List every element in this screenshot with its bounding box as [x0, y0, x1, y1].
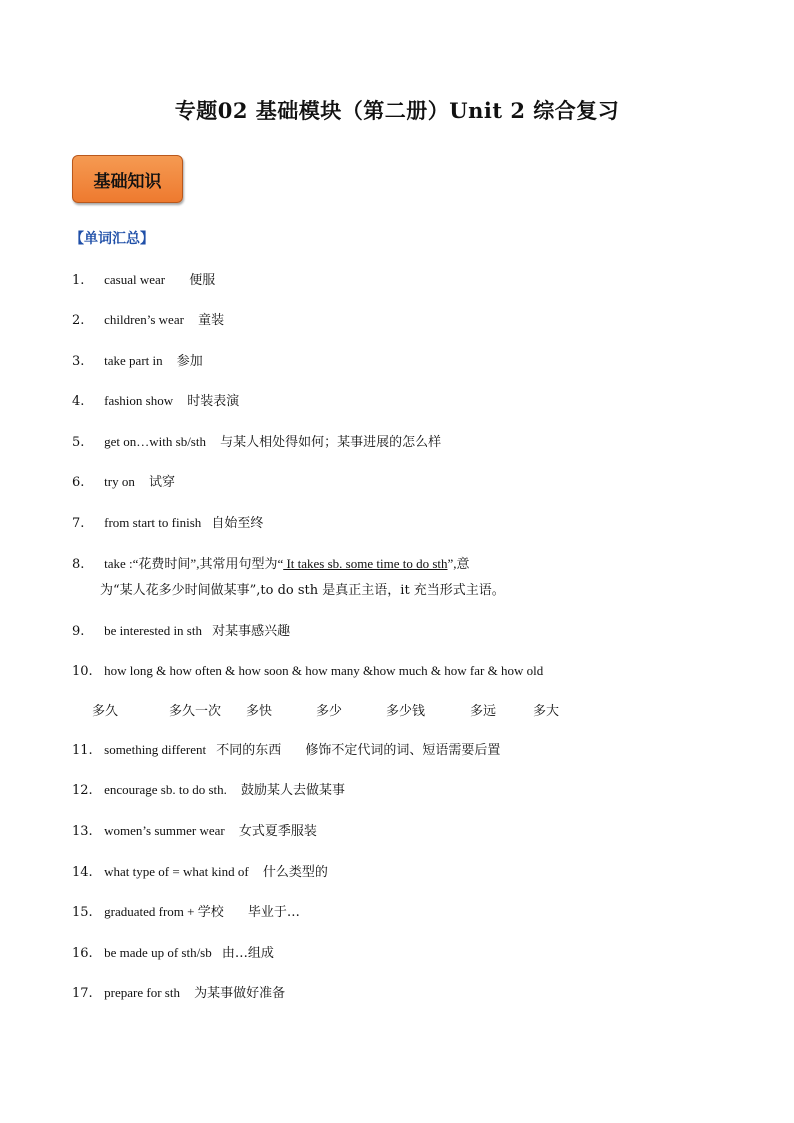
list-item	[72, 741, 500, 760]
translation-how-often: 多久一次	[169, 704, 222, 719]
item-english: get on…with sb/sth	[104, 434, 206, 449]
item-number: 13.	[72, 824, 93, 839]
item-number: 11.	[72, 743, 93, 758]
item-chinese: 自始至终	[211, 516, 264, 531]
item-english: fashion show	[104, 393, 174, 408]
list-item	[72, 903, 300, 922]
item-english: take part in	[104, 353, 163, 368]
item-number: 6.	[72, 475, 85, 490]
list-item	[72, 662, 543, 681]
list-item	[72, 781, 345, 800]
item-chinese: 由…组成	[221, 946, 274, 961]
translation-how-soon: 多快	[246, 704, 273, 719]
item-chinese: 对某事感兴趣	[212, 624, 291, 639]
item-chinese: 童装	[198, 313, 225, 328]
item-english: be interested in sth	[104, 623, 202, 638]
translation-how-far: 多远	[470, 704, 497, 719]
item-chinese: 为某事做好准备	[194, 986, 286, 1001]
subsection-heading: 【单词汇总】	[70, 231, 154, 247]
list-item	[72, 822, 317, 841]
item-number: 7.	[72, 516, 85, 531]
item-chinese: 鼓励某人去做某事	[241, 783, 346, 798]
item-chinese: 女式夏季服装	[238, 824, 317, 839]
section-badge: 基础知识	[72, 155, 183, 203]
item-english: prepare for sth	[104, 985, 180, 1000]
item-english: how long & how often & how soon & how many &how much & how far & how old	[104, 663, 544, 678]
item-number: 9.	[72, 624, 85, 639]
list-item	[72, 311, 224, 330]
translation-how-old: 多大	[533, 704, 560, 719]
item-text-pre: take :“花费时间”,其常用句型为“	[104, 556, 284, 571]
item-chinese: 便服	[189, 273, 216, 288]
item-number: 10.	[72, 664, 93, 679]
item-text-underlined: It takes sb. some time to do sth	[283, 556, 448, 571]
list-item	[72, 622, 290, 641]
item-number: 12.	[72, 783, 93, 798]
list-item	[72, 944, 274, 963]
item-english: casual wear	[104, 272, 166, 287]
item-number: 5.	[72, 435, 85, 450]
item-english: what type of = what kind of	[104, 864, 249, 879]
item-english: something different	[104, 742, 207, 757]
item-number: 8.	[72, 557, 85, 572]
item-chinese: 与某人相处得如何；某事进展的怎么样	[220, 435, 442, 450]
list-item	[72, 392, 239, 411]
item-number: 15.	[72, 905, 93, 920]
list-item	[72, 984, 285, 1003]
list-item	[72, 271, 215, 290]
item-number: 3.	[72, 354, 85, 369]
list-item	[72, 433, 441, 452]
item-number: 1.	[72, 273, 85, 288]
item-chinese: 不同的东西	[216, 743, 282, 758]
item-english: graduated from + 学校	[104, 904, 224, 919]
translation-how-many: 多少	[316, 704, 343, 719]
item-note: 修饰不定代词的词、短语需要后置	[305, 743, 501, 758]
list-item	[72, 473, 175, 492]
item-english: encourage sb. to do sth.	[104, 782, 227, 797]
item-number: 14.	[72, 865, 93, 880]
translation-how-long: 多久	[92, 704, 119, 719]
list-item-continuation: 为“某人花多少时间做某事”,to do sth 是真正主语，it 充当形式主语。	[100, 583, 505, 598]
item-english: try on	[104, 474, 135, 489]
item-english: from start to finish	[104, 515, 202, 530]
list-item	[72, 555, 470, 574]
item-english: women’s summer wear	[104, 823, 225, 838]
item-chinese: 试穿	[148, 475, 175, 490]
item-number: 4.	[72, 394, 85, 409]
list-item	[72, 514, 263, 533]
item-chinese: 什么类型的	[262, 865, 328, 880]
list-item	[72, 863, 328, 882]
translation-how-much: 多少钱	[386, 704, 426, 719]
item-number: 17.	[72, 986, 93, 1001]
item-english: be made up of sth/sb	[104, 945, 212, 960]
item-chinese: 参加	[176, 354, 203, 369]
item-text-post: ”,意	[447, 556, 470, 571]
item-english: children’s wear	[104, 312, 184, 327]
list-item	[72, 352, 203, 371]
item-number: 16.	[72, 946, 93, 961]
page-title: 专题02 基础模块（第二册）Unit 2 综合复习	[174, 98, 620, 123]
item-number: 2.	[72, 313, 85, 328]
item-chinese: 毕业于…	[247, 905, 300, 920]
item-chinese: 时装表演	[187, 394, 240, 409]
